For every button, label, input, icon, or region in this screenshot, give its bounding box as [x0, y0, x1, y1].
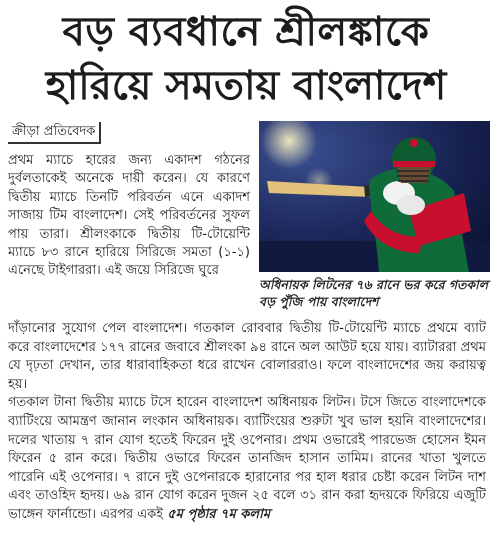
headline-line-2: হারিয়ে সমতায় বাংলাদেশ [45, 63, 447, 109]
body-paragraph-2-text: গতকাল টানা দ্বিতীয় ম্যাচে টসে হারেন বাংলাদেশ অধিনায়ক লিটন। টসে জিতে বাংলাদেশকে ব্যাটিংয়ে আমন্ত্রণ জানান লংকান অধিনায়ক। ব্যাটিংয়ের শুরুটা খুব ভাল হয়নি বাংলাদেশের। দলের খাতায় ৭ রান যোগ হতেই ফিরেন দুই ওপেনার। প্রথম ওভারেই পারভেজ হোসেন ইমন ফিরেন ৫ রান করে। দ্বিতীয় ওভারে ফিরেন তানজিদ হাসান তামিম। রানের খাতা খুলতে পারেনি এই ওপেনার। ৭ রানে দুই ওপেনারকে হারানোর পর হাল ধরার চেষ্টা করেন লিটন দাশ এবং তাওহিদ হৃদয়। ৬৯ রান যোগ করেন দুজন ২৫ বলে ৩১ রান করা হৃদয়কে ফিরিয়ে এজুটি ভাঙ্গেন ফার্নান্ডো। এরপর একই [8, 395, 486, 522]
byline: ক্রীড়া প্রতিবেদক [8, 122, 101, 144]
lead-paragraph: প্রথম ম্যাচে হারের জন্য একাদশ গঠনের দুর্বলতাকেই অনেকে দায়ী করেন। যে কারণে দ্বিতীয় ম্যাচে তিনটি পরিবর্তন এনে একাদশ সাজায় টিম বাংলাদেশ। সেই পরিবর্তনের সুফল পায় তারা। শ্রীলংকাকে দ্বিতীয় টি-টোয়েন্টি ম্যাচে ৮৩ রানে হারিয়ে সিরিজে সমতা (১-১) এনেছে টাইগাররা। এই জয়ে সিরিজে ঘুরে [8, 153, 250, 279]
batsman-illustration [259, 121, 490, 272]
photo-caption: অধিনায়ক লিটনের ৭৬ রানে ভর করে গতকাল বড় পুঁজি পায় বাংলাদেশ [259, 277, 489, 309]
continued-on-link[interactable]: ৫ম পৃষ্ঠার ৭ম কলাম [167, 506, 271, 522]
body-paragraph-1: দাঁড়ানোর সুযোগ পেল বাংলাদেশ। গতকাল রোববার দ্বিতীয় টি-টোয়েন্টি ম্যাচে প্রথমে ব্যাট করে বাংলাদেশের ১৭৭ রানের জবাবে শ্রীলংকা ৯৪ রানে অল আউট হয়ে যায়। ব্যাটাররা প্রথম যে দৃঢ়তা দেখান, তার ধারাবাহিকতা ধরে রাখেন বোলাররাও। ফলে বাংলাদেশের জয় করায়ত্ব হয়। [8, 321, 486, 392]
article-body [8, 320, 486, 525]
cricketer-photo [259, 121, 490, 272]
headline-line-1: বড় ব্যবধানে শ্রীলঙ্কাকে [62, 9, 430, 55]
body-paragraph-2 [8, 394, 486, 524]
